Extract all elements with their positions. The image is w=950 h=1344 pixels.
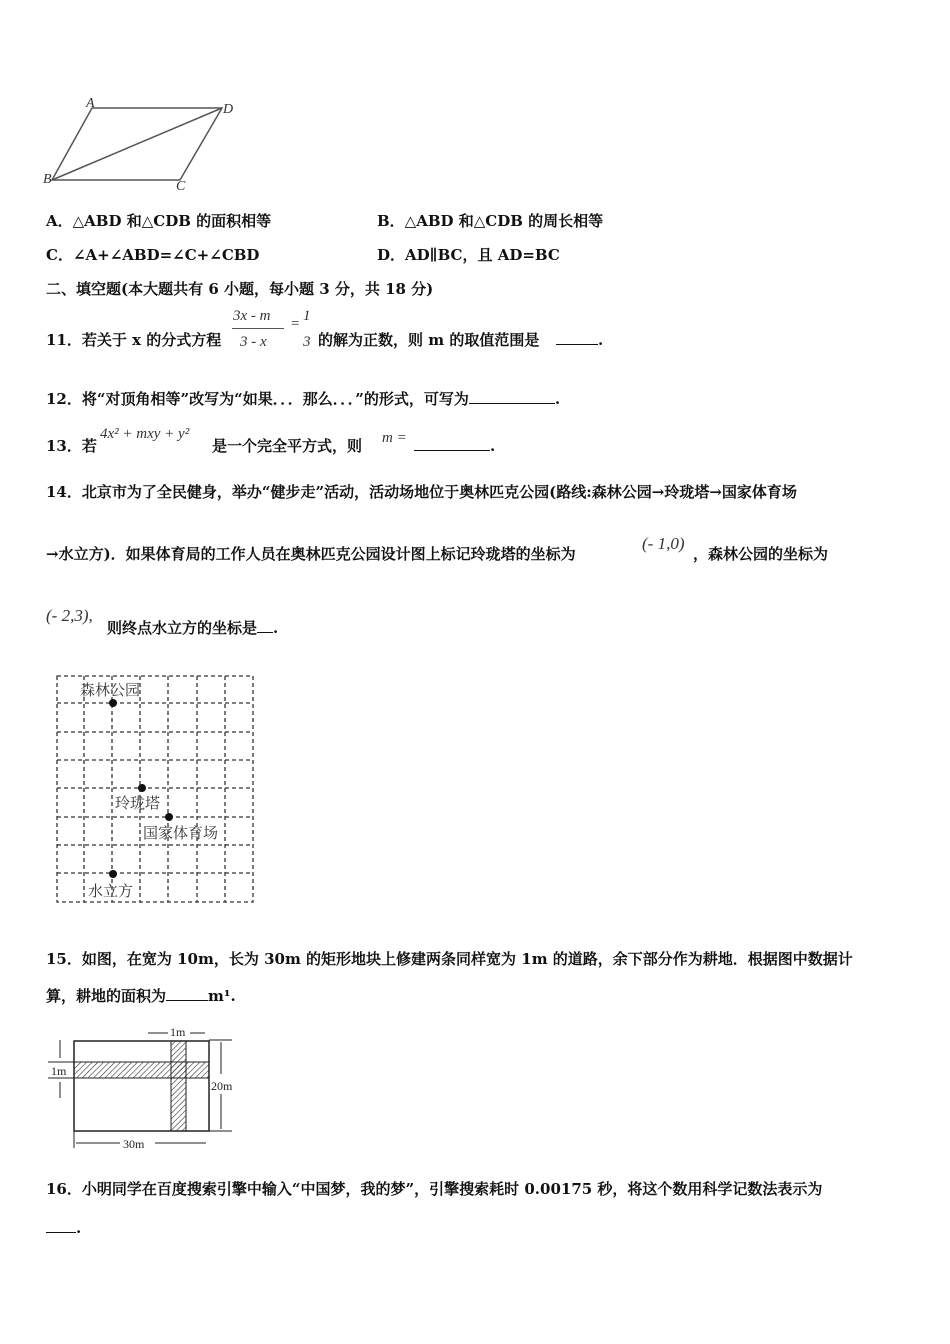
expression: 4x² + mxy + y² (100, 426, 190, 442)
road-top-label: 1m (170, 1025, 186, 1039)
answer-blank[interactable] (257, 618, 273, 633)
road-figure (48, 1025, 233, 1151)
label-a: A (86, 96, 95, 111)
exam-page: A B C D 森林公园 玲珑塔 国家体育场 水立方 1m 1m 20m 30m A．△ABD 和△CDB 的面积相等 B．△ABD 和△CDB 的周长相等 C．∠A+∠ABD=∠C+∠CBD D．AD∥BC，且 AD=BC 二、填空题(本大题共有 6 小题，每小题 3 分，共 18 分) 11．若关于 x 的分式方程 3x - m 3 - x = 1 3 的解为正数，则 m 的取值范围是 . 12．将“对顶角相等”改写为“如果．．．那么．．．”的形式，可写为 . 13．若 4x² + mxy + y² 是一个完全平方式，则 m = . 14．北京市为了全民健身，举办“健步走”活动，活动场地位于奥林匹克公园(路线:森林公园→玲珑塔→国家体育场 →水立方)．如果体育局的工作人员在奥林匹克公园设计图上标记玲珑塔的坐标为 (- 1,0) ，森林公园的坐标为 (- 2,3), 则终点水立方的坐标是 . 15．如图，在宽为 10m，长为 30m 的矩形地块上修建两条同样宽为 1m 的道路，余下部分作为耕地．根据图中数据计 算，耕地的面积为 m¹. 16．小明同学在百度搜索引擎中输入“中国梦，我的梦”，引擎搜索耗时 0.00175 秒，将这个数用科学记数法表示为 . (0, 0, 950, 1344)
label-d: D (223, 102, 234, 117)
frac-numerator: 3x - m (233, 308, 271, 324)
answer-blank[interactable] (166, 986, 208, 1001)
option-b: B．△ABD 和△CDB 的周长相等 (377, 212, 604, 230)
answer-blank[interactable] (414, 436, 490, 451)
place-national-stadium: 国家体育场 (143, 824, 219, 842)
answer-blank[interactable] (46, 1218, 76, 1233)
road-left-label: 1m (51, 1064, 67, 1078)
road-bottom-label: 30m (123, 1137, 145, 1151)
answer-blank[interactable] (469, 389, 555, 404)
question-12: 12．将“对顶角相等”改写为“如果．．．那么．．．”的形式，可写为 . (46, 390, 561, 408)
place-forest-park: 森林公园 (80, 681, 141, 699)
place-water-cube: 水立方 (88, 882, 134, 900)
place-linglong-tower: 玲珑塔 (115, 794, 161, 812)
parallelogram-figure (43, 96, 233, 194)
map-grid (57, 676, 253, 902)
fraction-bar (232, 328, 284, 329)
section-heading: 二、填空题(本大题共有 6 小题，每小题 3 分，共 18 分) (46, 280, 434, 298)
frac-denominator: 3 - x (240, 334, 267, 350)
option-c: C．∠A+∠ABD=∠C+∠CBD (46, 246, 260, 264)
road-right-label: 20m (211, 1079, 233, 1093)
answer-blank[interactable] (556, 330, 598, 345)
option-d: D．AD∥BC，且 AD=BC (377, 246, 560, 264)
label-c: C (176, 179, 186, 194)
option-a: A．△ABD 和△CDB 的面积相等 (46, 212, 272, 230)
label-b: B (43, 172, 52, 187)
